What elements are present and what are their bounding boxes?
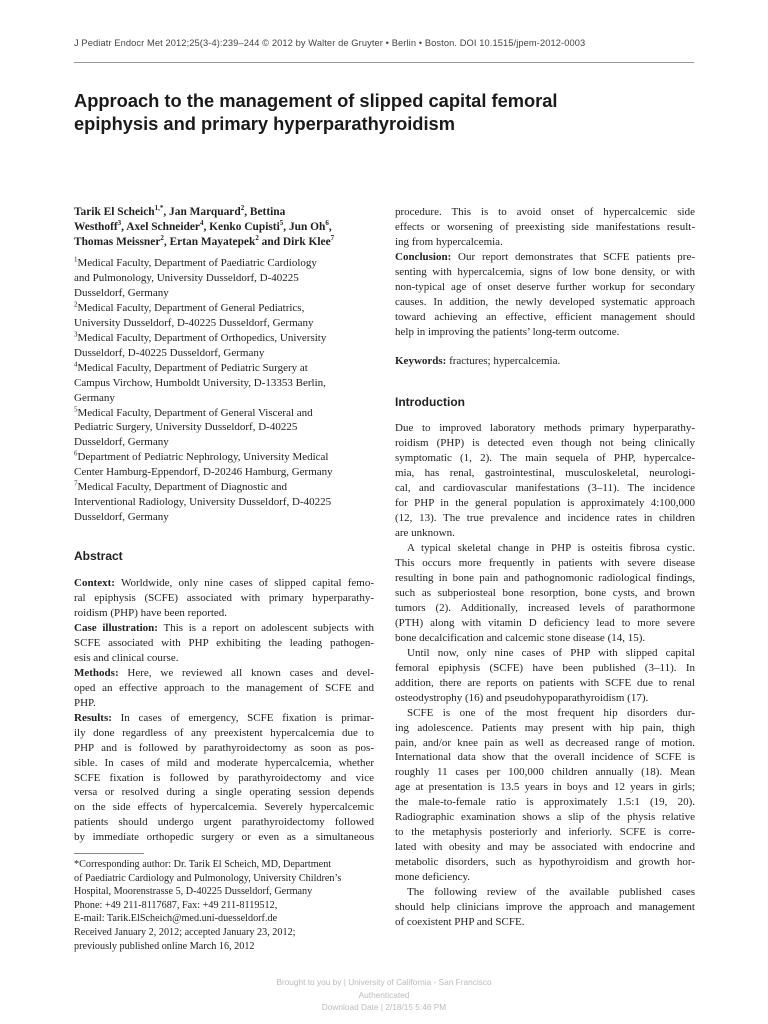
- intro-line: metabolic disorders, such as hypothyroidism and growth hor-: [395, 856, 695, 869]
- affiliation-line: Dusseldorf, Germany: [74, 286, 169, 299]
- corresponding-author-footnote: [74, 858, 374, 953]
- abstract-conclusion-line: non-typical age of onset deserve further workup for secondary: [395, 280, 695, 293]
- intro-line: The following review of the available published cases: [407, 886, 695, 899]
- title-line: Approach to the management of slipped capital femoral: [74, 90, 558, 111]
- abstract-methods-line: PHP.: [74, 696, 96, 709]
- footnote-line: of Paediatric Cardiology and Pulmonology, University Children’s: [74, 872, 342, 884]
- intro-paragraph-1: [395, 421, 695, 541]
- intro-line: ing adolescence. Patients may present with hip pain, thigh: [395, 721, 695, 734]
- affiliation-line: $^5$Medical Faculty, Department of General Visceral and: [74, 404, 313, 419]
- affiliation-line: and Pulmonology, University Dusseldorf, D-40225: [74, 271, 299, 284]
- abstract-results-cont-line: ing from hypercalcemia.: [395, 235, 503, 248]
- affiliation-line: $^3$Medical Faculty, Department of Orthopedics, University: [74, 330, 327, 344]
- footnote-line: Hospital, Moorenstrasse 5, D-40225 Dusseldorf, Germany: [74, 886, 313, 898]
- abstract-context-label: Context:: [74, 577, 115, 590]
- author-sup: 2: [160, 234, 164, 243]
- author-name: , Bettina: [244, 206, 286, 218]
- affiliation-line: $^4$Medical Faculty, Department of Pediatric Surgery at: [74, 360, 308, 374]
- download-stamp-line: Authenticated: [358, 989, 410, 1000]
- affiliation-line: Interventional Radiology, University Dusseldorf, D-40225: [74, 496, 332, 509]
- abstract-context-line: Context: Worldwide, only nine cases of slipped capital femo-: [74, 577, 374, 590]
- author-sup: 7: [330, 234, 335, 243]
- intro-line: pain, and/or knee pain as well as decreased range of motion.: [395, 736, 695, 749]
- abstract-methods-line: Methods: Here, we reviewed all known cases and devel-: [74, 666, 374, 679]
- affiliation-line: $^1$Medical Faculty, Department of Paediatric Cardiology: [74, 255, 317, 269]
- footnote-line: previously published online March 16, 2012: [74, 940, 255, 952]
- author-list: [74, 205, 374, 250]
- right-column: [395, 205, 695, 930]
- intro-line: SCFE is one of the most frequent hip disorders dur-: [407, 706, 695, 719]
- intro-line: Due to improved laboratory methods primary hyperparathy-: [395, 422, 695, 435]
- author-name: Westhoff: [74, 221, 118, 233]
- abstract-conclusion: [395, 250, 695, 340]
- intro-line: cal, and cardiovascular manifestations (3–11). The incidence: [395, 482, 695, 495]
- intro-line: are unknown.: [395, 527, 455, 540]
- abstract-results-cont-line: effects or worsening of preexisting side manifestations result-: [395, 220, 695, 233]
- abstract-case: [74, 621, 374, 666]
- author-name: , Kenko Cupisti: [203, 221, 280, 233]
- intro-line: femoral epiphysis (SCFE) have been published (3–11). In: [395, 661, 695, 674]
- affiliation-line: Dusseldorf, D-40225 Dusseldorf, Germany: [74, 346, 265, 359]
- intro-paragraph-2: [395, 541, 695, 646]
- author-sup: 2: [255, 234, 259, 243]
- footnote-line: Phone: +49 211-8117687, Fax: +49 211-8119512,: [74, 899, 278, 911]
- author-name: ,: [328, 221, 332, 233]
- abstract-results: [74, 711, 374, 846]
- footnote-line: *Corresponding author: Dr. Tarik El Scheich, MD, Department: [74, 859, 332, 870]
- author-sup: 6: [325, 219, 329, 228]
- download-stamp: [0, 976, 768, 1014]
- intro-line: age at presentation is 13.5 years in boys and 12 years in girls;: [395, 781, 695, 794]
- affiliation-line: Dusseldorf, Germany: [74, 511, 169, 524]
- abstract-methods-label: Methods:: [74, 666, 119, 679]
- keywords-label: Keywords:: [395, 354, 447, 367]
- abstract-conclusion-line: toward achieving an effective, efficient management should: [395, 310, 695, 323]
- author-sup: 5: [279, 219, 284, 228]
- intro-line: mia, has renal, gastrointestinal, musculoskeletal, neurologi-: [395, 467, 695, 480]
- affiliation: [74, 301, 374, 331]
- abstract-results-line: sible. In cases of mild and moderate hypercalcemia, whether: [74, 756, 374, 769]
- author-name: Tarik El Scheich: [74, 206, 155, 218]
- intro-line: International data show that the overall incidence of SCFE is: [395, 751, 695, 764]
- affiliation-line: Center Hamburg-Eppendorf, D-20246 Hamburg, Germany: [74, 466, 333, 479]
- intro-line: such as subperiosteal bone resorption, bone cysts, and brown: [395, 586, 695, 599]
- intro-line: Radiographic examination shows a slip of the physis relative: [395, 811, 695, 824]
- author-sup: 3: [117, 219, 122, 228]
- abstract-results-line: SCFE fixation is followed by parathyroidectomy and vice: [74, 771, 374, 784]
- author-sup: 1,*: [154, 204, 164, 213]
- author-name: and Dirk Klee: [258, 236, 331, 248]
- affiliation-number: 7: [74, 479, 78, 488]
- affiliation-line: $^2$Medical Faculty, Department of General Pediatrics,: [74, 300, 305, 314]
- affiliation: [74, 361, 374, 406]
- abstract-case-line: esis and clinical course.: [74, 651, 179, 664]
- abstract-results-line: patients should undergo urgent parathyroidectomy followed: [74, 816, 374, 829]
- affiliation-number: 1: [74, 255, 78, 264]
- abstract-results-label: Results:: [74, 711, 112, 724]
- download-stamp-line: Brought to you by | University of California - San Francisco: [276, 977, 492, 987]
- abstract-case-line: SCFE associated with PHP exhibiting the leading pathogen-: [74, 636, 374, 649]
- author-name: Thomas Meissner: [74, 236, 161, 248]
- abstract-methods-line: oped an effective approach to the management of SCFE and: [74, 681, 374, 694]
- abstract-conclusion-line: Conclusion: Our report demonstrates that SCFE patients pre-: [395, 250, 695, 263]
- keywords-text: fractures; hypercalcemia.: [446, 354, 561, 367]
- intro-line: to the metaphysis posteriorly and inferiorly. SCFE is corre-: [395, 826, 695, 839]
- abstract-results-continued: [395, 205, 695, 250]
- abstract-conclusion-line: help in improving the patients’ long-term outcome.: [395, 325, 620, 338]
- affiliation: [74, 480, 374, 525]
- abstract-context-line: roidism (PHP) have been reported.: [74, 607, 228, 620]
- affiliation-number: 3: [74, 330, 78, 339]
- affiliation-line: Dusseldorf, Germany: [74, 436, 169, 449]
- intro-line: should help clinicians improve the approach and management: [395, 900, 695, 913]
- intro-line: (PTH) along with vitamin D deficiency lead to more severe: [395, 616, 695, 629]
- affiliation-number: 6: [74, 449, 78, 458]
- intro-line: resulting in bone pain and pathognomonic radiological findings,: [395, 572, 695, 585]
- affiliation-line: $^6$Department of Pediatric Nephrology, University Medical: [74, 449, 329, 464]
- abstract-case-line: Case illustration: This is a report on adolescent subjects with: [74, 621, 374, 634]
- intro-line: (12, 13). The true prevalence and incidence rates in children: [395, 512, 695, 525]
- author-name: , Jun Oh: [283, 221, 326, 233]
- footnote-line: Received January 2, 2012; accepted January 23, 2012;: [74, 926, 296, 938]
- intro-line: bone decalcification and calcemic stone disease (14, 15).: [395, 631, 646, 644]
- affiliations: [74, 256, 374, 525]
- intro-line: lated with obesity and may be associated with endocrine and: [395, 841, 695, 854]
- author-sup: 4: [199, 219, 204, 228]
- download-stamp-line: Download Date | 2/18/15 5:46 PM: [321, 1002, 447, 1012]
- affiliation-line: Campus Virchow, Humboldt University, D-13353 Berlin,: [74, 376, 326, 389]
- affiliation-number: 4: [74, 360, 78, 369]
- abstract-heading: Abstract: [74, 549, 123, 564]
- affiliation-number: 5: [74, 404, 78, 413]
- abstract-context: [74, 576, 374, 621]
- header-rule: [74, 62, 694, 63]
- affiliation: [74, 450, 374, 480]
- abstract-context-line: ral epiphysis (SCFE) associated with primary hyperparathy-: [74, 592, 374, 605]
- abstract-conclusion-label: Conclusion:: [395, 250, 452, 263]
- intro-line: roughly 11 cases per 100,000 children annually (18). Mean: [395, 766, 695, 779]
- affiliation: [74, 256, 374, 301]
- intro-paragraph-5: [395, 885, 695, 930]
- intro-line: mone deficiency.: [395, 871, 471, 884]
- affiliation: [74, 406, 374, 451]
- title-line: epiphysis and primary hyperparathyroidism: [74, 112, 455, 134]
- abstract-results-cont-line: procedure. This is to avoid onset of hypercalcemic side: [395, 206, 695, 218]
- introduction-heading: Introduction: [395, 394, 465, 409]
- intro-line: addition, there are reports on patients with SCFE due to renal: [395, 676, 695, 689]
- affiliation-line: $^7$Medical Faculty, Department of Diagnostic and: [74, 479, 287, 494]
- abstract-results-line: by immediate orthopedic surgery or even as a simultaneous: [74, 831, 374, 844]
- left-column: [74, 205, 374, 845]
- affiliation: [74, 331, 374, 361]
- affiliation-line: Germany: [74, 391, 115, 404]
- intro-paragraph-4: [395, 706, 695, 885]
- author-name: , Ertan Mayatepek: [163, 236, 256, 248]
- intro-line: of coexistent PHP and SCFE.: [395, 915, 525, 928]
- intro-line: roidism (PHP) is detected even though not being clinically: [395, 437, 695, 450]
- abstract-methods: [74, 666, 374, 711]
- intro-line: A typical skeletal change in PHP is osteitis fibrosa cystic.: [407, 542, 695, 555]
- keywords: [395, 354, 695, 369]
- intro-line: symptomatic (1, 2). The main sequela of PHP, hypercalce-: [395, 452, 695, 465]
- intro-line: the male-to-female ratio is approximately 1.5:1 (19, 20).: [395, 796, 695, 809]
- affiliation-line: Pediatric Surgery, University Dusseldorf, D-40225: [74, 421, 298, 434]
- intro-line: Until now, only nine cases of PHP with slipped capital: [407, 646, 695, 659]
- abstract-conclusion-line: causes. In addition, the newly developed systematic approach: [395, 295, 695, 308]
- abstract-results-line: ily done regardless of any preexistent hypercalcemia due to: [74, 726, 374, 739]
- author-name: , Axel Schneider: [121, 221, 200, 233]
- abstract-results-line: Results: In cases of emergency, SCFE fixation is primar-: [74, 711, 374, 724]
- intro-line: This occurs more frequently in patients with severe disease: [395, 557, 695, 570]
- footnote-line: E-mail: Tarik.ElScheich@med.uni-duesseldorf.de: [74, 913, 278, 925]
- author-name: , Jan Marquard: [163, 206, 241, 218]
- abstract-results-line: PHP and is followed by parathyroidectomy as soon as pos-: [74, 741, 374, 754]
- intro-line: tumors (2). Additionally, increased levels of parathormone: [395, 601, 695, 614]
- article-title: [74, 90, 674, 135]
- abstract-results-line: on the side effects of hypercalcemia. Severely hypercalcemic: [74, 801, 374, 814]
- abstract-results-line: versa or resolved during a single operating session depends: [74, 786, 374, 799]
- journal-citation: J Pediatr Endocr Met 2012;25(3-4):239–244 © 2012 by Walter de Gruyter • Berlin • Boston. DOI 10.1515/jpem-2012-0003: [74, 38, 586, 48]
- footnote-rule: [74, 853, 144, 854]
- intro-line: osteodystrophy (16) and pseudohypoparathyroidism (17).: [395, 691, 649, 704]
- affiliation-line: University Dusseldorf, D-40225 Dusseldorf, Germany: [74, 316, 314, 329]
- abstract-conclusion-line: senting with hypercalcemia, signs of low bone density, or with: [395, 265, 695, 278]
- affiliation-number: 2: [74, 300, 78, 309]
- intro-paragraph-3: [395, 646, 695, 706]
- author-sup: 2: [240, 204, 245, 213]
- intro-line: for PHP in the general population is approximately 4:100,000: [395, 497, 695, 510]
- abstract-case-label: Case illustration:: [74, 621, 158, 634]
